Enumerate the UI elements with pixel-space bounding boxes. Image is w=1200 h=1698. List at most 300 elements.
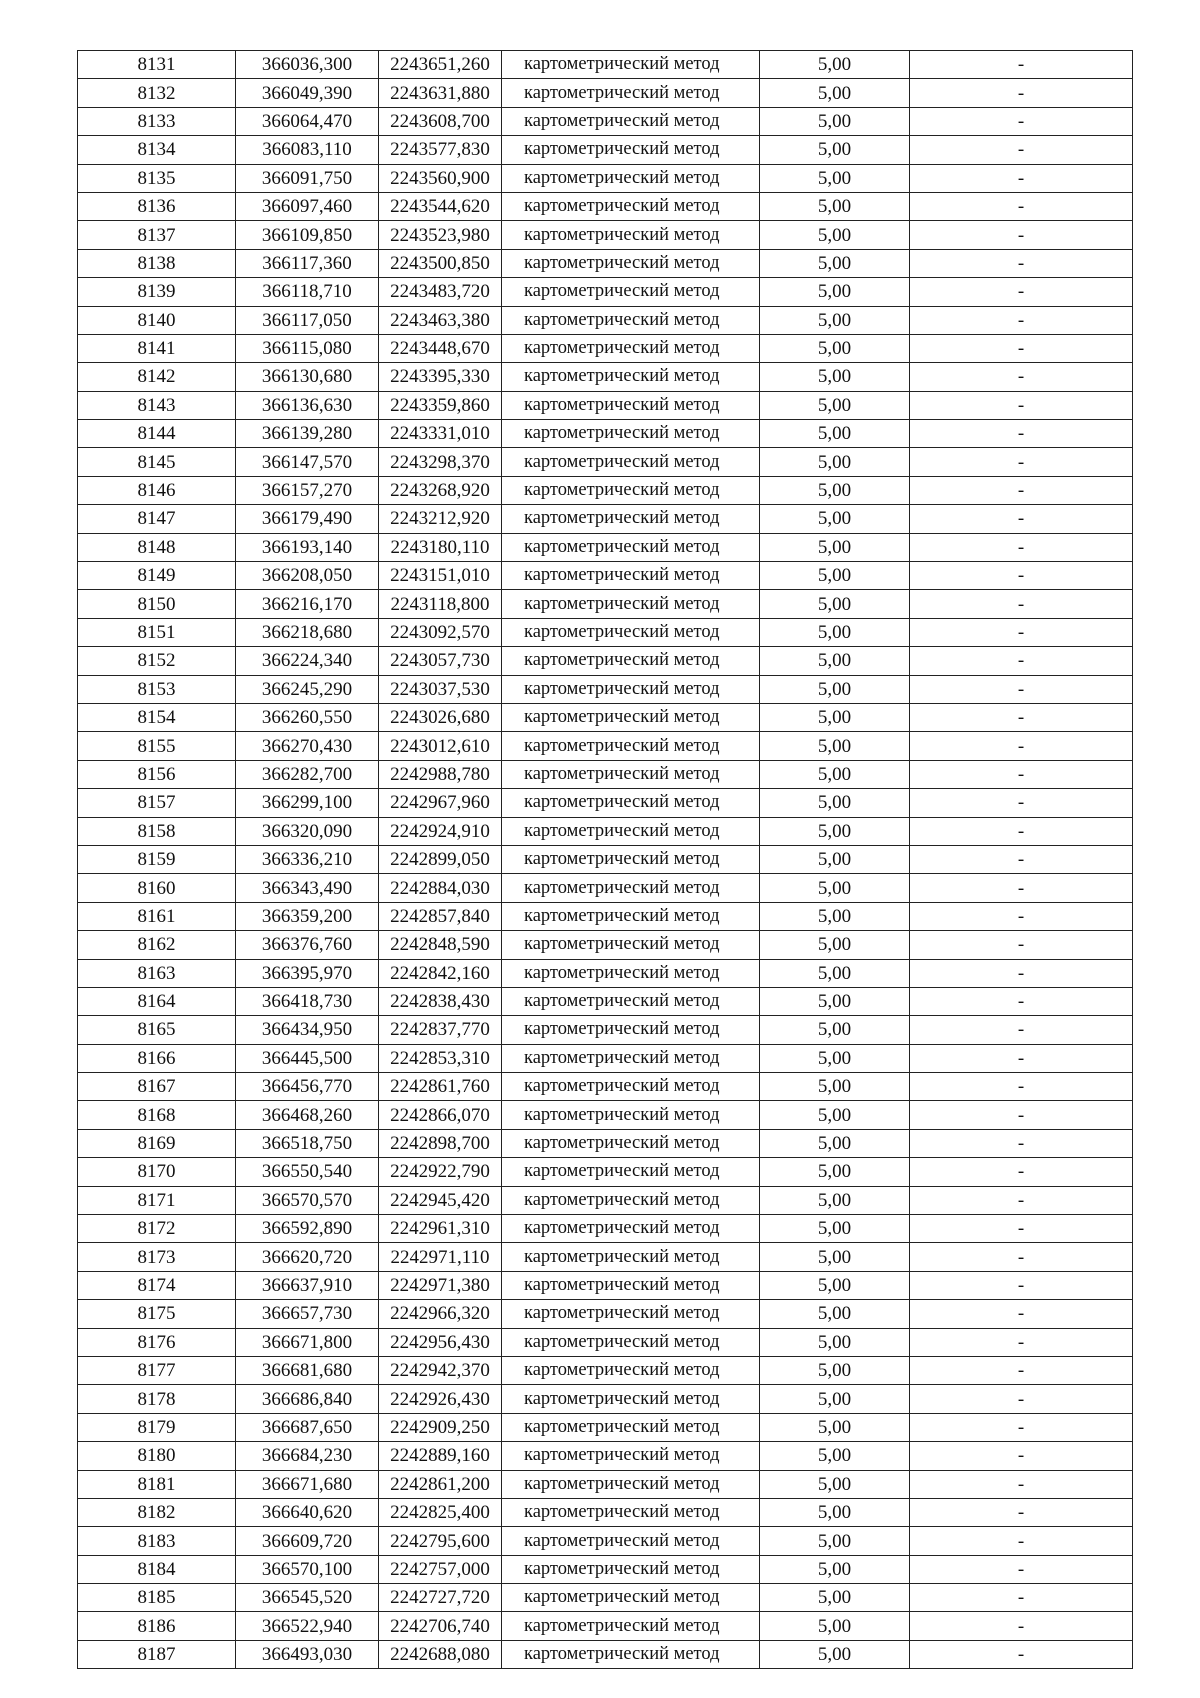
accuracy-cell: 5,00 — [760, 1385, 910, 1413]
point-number-cell: 8137 — [78, 221, 236, 249]
accuracy-cell: 5,00 — [760, 1129, 910, 1157]
method-cell: картометрический метод — [502, 1328, 760, 1356]
point-number-cell: 8136 — [78, 192, 236, 220]
point-number-cell: 8184 — [78, 1555, 236, 1583]
y-coordinate-cell: 2242857,840 — [379, 902, 502, 930]
accuracy-cell: 5,00 — [760, 703, 910, 731]
method-cell: картометрический метод — [502, 874, 760, 902]
y-coordinate-cell: 2243268,920 — [379, 476, 502, 504]
y-coordinate-cell: 2243631,880 — [379, 79, 502, 107]
x-coordinate-cell: 366637,910 — [236, 1271, 379, 1299]
x-coordinate-cell: 366620,720 — [236, 1243, 379, 1271]
note-cell: - — [910, 1498, 1133, 1526]
note-cell: - — [910, 164, 1133, 192]
method-cell: картометрический метод — [502, 448, 760, 476]
note-cell: - — [910, 249, 1133, 277]
y-coordinate-cell: 2242971,110 — [379, 1243, 502, 1271]
point-number-cell: 8178 — [78, 1385, 236, 1413]
method-cell: картометрический метод — [502, 1101, 760, 1129]
note-cell: - — [910, 1158, 1133, 1186]
note-cell: - — [910, 1016, 1133, 1044]
y-coordinate-cell: 2242688,080 — [379, 1640, 502, 1668]
y-coordinate-cell: 2242757,000 — [379, 1555, 502, 1583]
y-coordinate-cell: 2242898,700 — [379, 1129, 502, 1157]
x-coordinate-cell: 366218,680 — [236, 618, 379, 646]
x-coordinate-cell: 366376,760 — [236, 931, 379, 959]
method-cell: картометрический метод — [502, 1044, 760, 1072]
method-cell: картометрический метод — [502, 1413, 760, 1441]
point-number-cell: 8152 — [78, 647, 236, 675]
point-number-cell: 8161 — [78, 902, 236, 930]
y-coordinate-cell: 2242866,070 — [379, 1101, 502, 1129]
table-row — [78, 51, 1133, 79]
y-coordinate-cell: 2243151,010 — [379, 562, 502, 590]
table-row — [78, 505, 1133, 533]
note-cell: - — [910, 1328, 1133, 1356]
method-cell: картометрический метод — [502, 1016, 760, 1044]
y-coordinate-cell: 2242956,430 — [379, 1328, 502, 1356]
method-cell: картометрический метод — [502, 505, 760, 533]
method-cell: картометрический метод — [502, 1498, 760, 1526]
accuracy-cell: 5,00 — [760, 732, 910, 760]
y-coordinate-cell: 2243500,850 — [379, 249, 502, 277]
y-coordinate-cell: 2242922,790 — [379, 1158, 502, 1186]
point-number-cell: 8144 — [78, 420, 236, 448]
point-number-cell: 8176 — [78, 1328, 236, 1356]
point-number-cell: 8147 — [78, 505, 236, 533]
x-coordinate-cell: 366147,570 — [236, 448, 379, 476]
note-cell: - — [910, 817, 1133, 845]
x-coordinate-cell: 366245,290 — [236, 675, 379, 703]
table-row — [78, 789, 1133, 817]
x-coordinate-cell: 366570,100 — [236, 1555, 379, 1583]
point-number-cell: 8179 — [78, 1413, 236, 1441]
y-coordinate-cell: 2243331,010 — [379, 420, 502, 448]
table-row — [78, 1044, 1133, 1072]
point-number-cell: 8141 — [78, 334, 236, 362]
note-cell: - — [910, 1129, 1133, 1157]
point-number-cell: 8183 — [78, 1527, 236, 1555]
x-coordinate-cell: 366468,260 — [236, 1101, 379, 1129]
table-row — [78, 164, 1133, 192]
point-number-cell: 8146 — [78, 476, 236, 504]
coordinates-table-body — [78, 51, 1133, 1669]
y-coordinate-cell: 2243544,620 — [379, 192, 502, 220]
note-cell: - — [910, 420, 1133, 448]
table-row — [78, 136, 1133, 164]
method-cell: картометрический метод — [502, 931, 760, 959]
note-cell: - — [910, 732, 1133, 760]
method-cell: картометрический метод — [502, 1158, 760, 1186]
note-cell: - — [910, 505, 1133, 533]
accuracy-cell: 5,00 — [760, 675, 910, 703]
accuracy-cell: 5,00 — [760, 334, 910, 362]
table-row — [78, 902, 1133, 930]
accuracy-cell: 5,00 — [760, 1044, 910, 1072]
x-coordinate-cell: 366671,680 — [236, 1470, 379, 1498]
note-cell: - — [910, 107, 1133, 135]
y-coordinate-cell: 2242727,720 — [379, 1584, 502, 1612]
method-cell: картометрический метод — [502, 79, 760, 107]
point-number-cell: 8170 — [78, 1158, 236, 1186]
method-cell: картометрический метод — [502, 136, 760, 164]
table-row — [78, 1356, 1133, 1384]
table-row — [78, 363, 1133, 391]
accuracy-cell: 5,00 — [760, 590, 910, 618]
table-row — [78, 391, 1133, 419]
accuracy-cell: 5,00 — [760, 959, 910, 987]
y-coordinate-cell: 2243092,570 — [379, 618, 502, 646]
table-row — [78, 221, 1133, 249]
point-number-cell: 8154 — [78, 703, 236, 731]
point-number-cell: 8171 — [78, 1186, 236, 1214]
point-number-cell: 8172 — [78, 1215, 236, 1243]
y-coordinate-cell: 2242961,310 — [379, 1215, 502, 1243]
note-cell: - — [910, 306, 1133, 334]
table-row — [78, 845, 1133, 873]
x-coordinate-cell: 366157,270 — [236, 476, 379, 504]
accuracy-cell: 5,00 — [760, 902, 910, 930]
accuracy-cell: 5,00 — [760, 1328, 910, 1356]
note-cell: - — [910, 221, 1133, 249]
accuracy-cell: 5,00 — [760, 1158, 910, 1186]
table-row — [78, 107, 1133, 135]
x-coordinate-cell: 366224,340 — [236, 647, 379, 675]
point-number-cell: 8187 — [78, 1640, 236, 1668]
note-cell: - — [910, 902, 1133, 930]
method-cell: картометрический метод — [502, 1129, 760, 1157]
note-cell: - — [910, 647, 1133, 675]
method-cell: картометрический метод — [502, 732, 760, 760]
accuracy-cell: 5,00 — [760, 845, 910, 873]
note-cell: - — [910, 1356, 1133, 1384]
note-cell: - — [910, 1527, 1133, 1555]
table-row — [78, 1073, 1133, 1101]
method-cell: картометрический метод — [502, 334, 760, 362]
x-coordinate-cell: 366343,490 — [236, 874, 379, 902]
table-row — [78, 476, 1133, 504]
point-number-cell: 8150 — [78, 590, 236, 618]
accuracy-cell: 5,00 — [760, 1413, 910, 1441]
table-row — [78, 562, 1133, 590]
point-number-cell: 8142 — [78, 363, 236, 391]
accuracy-cell: 5,00 — [760, 1612, 910, 1640]
y-coordinate-cell: 2242825,400 — [379, 1498, 502, 1526]
point-number-cell: 8166 — [78, 1044, 236, 1072]
table-row — [78, 1640, 1133, 1668]
method-cell: картометрический метод — [502, 1527, 760, 1555]
y-coordinate-cell: 2242926,430 — [379, 1385, 502, 1413]
accuracy-cell: 5,00 — [760, 1498, 910, 1526]
x-coordinate-cell: 366687,650 — [236, 1413, 379, 1441]
method-cell: картометрический метод — [502, 107, 760, 135]
x-coordinate-cell: 366193,140 — [236, 533, 379, 561]
x-coordinate-cell: 366118,710 — [236, 278, 379, 306]
table-row — [78, 931, 1133, 959]
note-cell: - — [910, 1442, 1133, 1470]
method-cell: картометрический метод — [502, 363, 760, 391]
table-row — [78, 987, 1133, 1015]
accuracy-cell: 5,00 — [760, 1271, 910, 1299]
table-row — [78, 1328, 1133, 1356]
table-row — [78, 1442, 1133, 1470]
x-coordinate-cell: 366592,890 — [236, 1215, 379, 1243]
note-cell: - — [910, 931, 1133, 959]
point-number-cell: 8153 — [78, 675, 236, 703]
point-number-cell: 8186 — [78, 1612, 236, 1640]
method-cell: картометрический метод — [502, 590, 760, 618]
method-cell: картометрический метод — [502, 1271, 760, 1299]
note-cell: - — [910, 391, 1133, 419]
note-cell: - — [910, 334, 1133, 362]
note-cell: - — [910, 703, 1133, 731]
y-coordinate-cell: 2242837,770 — [379, 1016, 502, 1044]
note-cell: - — [910, 1470, 1133, 1498]
note-cell: - — [910, 590, 1133, 618]
x-coordinate-cell: 366570,570 — [236, 1186, 379, 1214]
point-number-cell: 8157 — [78, 789, 236, 817]
method-cell: картометрический метод — [502, 1243, 760, 1271]
point-number-cell: 8164 — [78, 987, 236, 1015]
accuracy-cell: 5,00 — [760, 1640, 910, 1668]
x-coordinate-cell: 366064,470 — [236, 107, 379, 135]
point-number-cell: 8132 — [78, 79, 236, 107]
point-number-cell: 8143 — [78, 391, 236, 419]
accuracy-cell: 5,00 — [760, 476, 910, 504]
note-cell: - — [910, 1044, 1133, 1072]
note-cell: - — [910, 1555, 1133, 1583]
table-row — [78, 703, 1133, 731]
x-coordinate-cell: 366320,090 — [236, 817, 379, 845]
y-coordinate-cell: 2243608,700 — [379, 107, 502, 135]
x-coordinate-cell: 366609,720 — [236, 1527, 379, 1555]
accuracy-cell: 5,00 — [760, 192, 910, 220]
accuracy-cell: 5,00 — [760, 136, 910, 164]
point-number-cell: 8145 — [78, 448, 236, 476]
note-cell: - — [910, 1101, 1133, 1129]
point-number-cell: 8133 — [78, 107, 236, 135]
table-row — [78, 1271, 1133, 1299]
y-coordinate-cell: 2243359,860 — [379, 391, 502, 419]
y-coordinate-cell: 2243577,830 — [379, 136, 502, 164]
point-number-cell: 8177 — [78, 1356, 236, 1384]
point-number-cell: 8135 — [78, 164, 236, 192]
accuracy-cell: 5,00 — [760, 1584, 910, 1612]
accuracy-cell: 5,00 — [760, 817, 910, 845]
table-row — [78, 817, 1133, 845]
y-coordinate-cell: 2242853,310 — [379, 1044, 502, 1072]
table-row — [78, 1186, 1133, 1214]
table-row — [78, 278, 1133, 306]
x-coordinate-cell: 366115,080 — [236, 334, 379, 362]
method-cell: картометрический метод — [502, 221, 760, 249]
accuracy-cell: 5,00 — [760, 789, 910, 817]
y-coordinate-cell: 2242899,050 — [379, 845, 502, 873]
y-coordinate-cell: 2242988,780 — [379, 760, 502, 788]
coordinates-table — [77, 50, 1133, 1669]
x-coordinate-cell: 366109,850 — [236, 221, 379, 249]
y-coordinate-cell: 2243395,330 — [379, 363, 502, 391]
method-cell: картометрический метод — [502, 1640, 760, 1668]
note-cell: - — [910, 192, 1133, 220]
y-coordinate-cell: 2242909,250 — [379, 1413, 502, 1441]
accuracy-cell: 5,00 — [760, 505, 910, 533]
table-row — [78, 647, 1133, 675]
accuracy-cell: 5,00 — [760, 1186, 910, 1214]
method-cell: картометрический метод — [502, 618, 760, 646]
accuracy-cell: 5,00 — [760, 647, 910, 675]
note-cell: - — [910, 1385, 1133, 1413]
point-number-cell: 8131 — [78, 51, 236, 79]
method-cell: картометрический метод — [502, 987, 760, 1015]
table-row — [78, 1612, 1133, 1640]
point-number-cell: 8165 — [78, 1016, 236, 1044]
accuracy-cell: 5,00 — [760, 618, 910, 646]
table-row — [78, 1470, 1133, 1498]
y-coordinate-cell: 2242838,430 — [379, 987, 502, 1015]
y-coordinate-cell: 2242924,910 — [379, 817, 502, 845]
accuracy-cell: 5,00 — [760, 874, 910, 902]
note-cell: - — [910, 363, 1133, 391]
point-number-cell: 8148 — [78, 533, 236, 561]
x-coordinate-cell: 366216,170 — [236, 590, 379, 618]
y-coordinate-cell: 2242967,960 — [379, 789, 502, 817]
method-cell: картометрический метод — [502, 51, 760, 79]
y-coordinate-cell: 2242848,590 — [379, 931, 502, 959]
accuracy-cell: 5,00 — [760, 221, 910, 249]
y-coordinate-cell: 2242842,160 — [379, 959, 502, 987]
note-cell: - — [910, 789, 1133, 817]
x-coordinate-cell: 366686,840 — [236, 1385, 379, 1413]
accuracy-cell: 5,00 — [760, 1215, 910, 1243]
table-row — [78, 1413, 1133, 1441]
x-coordinate-cell: 366456,770 — [236, 1073, 379, 1101]
point-number-cell: 8168 — [78, 1101, 236, 1129]
accuracy-cell: 5,00 — [760, 363, 910, 391]
method-cell: картометрический метод — [502, 817, 760, 845]
note-cell: - — [910, 562, 1133, 590]
table-row — [78, 533, 1133, 561]
method-cell: картометрический метод — [502, 249, 760, 277]
accuracy-cell: 5,00 — [760, 1101, 910, 1129]
y-coordinate-cell: 2243448,670 — [379, 334, 502, 362]
x-coordinate-cell: 366208,050 — [236, 562, 379, 590]
y-coordinate-cell: 2243212,920 — [379, 505, 502, 533]
point-number-cell: 8139 — [78, 278, 236, 306]
x-coordinate-cell: 366179,490 — [236, 505, 379, 533]
accuracy-cell: 5,00 — [760, 1356, 910, 1384]
accuracy-cell: 5,00 — [760, 1016, 910, 1044]
table-row — [78, 760, 1133, 788]
point-number-cell: 8151 — [78, 618, 236, 646]
method-cell: картометрический метод — [502, 391, 760, 419]
note-cell: - — [910, 533, 1133, 561]
table-row — [78, 448, 1133, 476]
table-row — [78, 1555, 1133, 1583]
table-row — [78, 874, 1133, 902]
point-number-cell: 8160 — [78, 874, 236, 902]
note-cell: - — [910, 874, 1133, 902]
accuracy-cell: 5,00 — [760, 278, 910, 306]
point-number-cell: 8175 — [78, 1300, 236, 1328]
method-cell: картометрический метод — [502, 760, 760, 788]
method-cell: картометрический метод — [502, 192, 760, 220]
table-row — [78, 249, 1133, 277]
y-coordinate-cell: 2243560,900 — [379, 164, 502, 192]
table-row — [78, 1300, 1133, 1328]
x-coordinate-cell: 366139,280 — [236, 420, 379, 448]
y-coordinate-cell: 2242795,600 — [379, 1527, 502, 1555]
table-row — [78, 732, 1133, 760]
method-cell: картометрический метод — [502, 562, 760, 590]
table-row — [78, 306, 1133, 334]
x-coordinate-cell: 366657,730 — [236, 1300, 379, 1328]
accuracy-cell: 5,00 — [760, 1243, 910, 1271]
table-row — [78, 675, 1133, 703]
note-cell: - — [910, 1186, 1133, 1214]
y-coordinate-cell: 2243180,110 — [379, 533, 502, 561]
x-coordinate-cell: 366681,680 — [236, 1356, 379, 1384]
point-number-cell: 8158 — [78, 817, 236, 845]
table-row — [78, 420, 1133, 448]
note-cell: - — [910, 1584, 1133, 1612]
table-row — [78, 334, 1133, 362]
table-row — [78, 1243, 1133, 1271]
note-cell: - — [910, 1300, 1133, 1328]
note-cell: - — [910, 618, 1133, 646]
point-number-cell: 8134 — [78, 136, 236, 164]
table-row — [78, 1016, 1133, 1044]
y-coordinate-cell: 2242942,370 — [379, 1356, 502, 1384]
table-row — [78, 590, 1133, 618]
table-row — [78, 1385, 1133, 1413]
accuracy-cell: 5,00 — [760, 306, 910, 334]
accuracy-cell: 5,00 — [760, 51, 910, 79]
table-row — [78, 79, 1133, 107]
method-cell: картометрический метод — [502, 902, 760, 930]
note-cell: - — [910, 675, 1133, 703]
x-coordinate-cell: 366640,620 — [236, 1498, 379, 1526]
accuracy-cell: 5,00 — [760, 249, 910, 277]
method-cell: картометрический метод — [502, 1584, 760, 1612]
accuracy-cell: 5,00 — [760, 1470, 910, 1498]
accuracy-cell: 5,00 — [760, 1442, 910, 1470]
note-cell: - — [910, 278, 1133, 306]
note-cell: - — [910, 845, 1133, 873]
x-coordinate-cell: 366493,030 — [236, 1640, 379, 1668]
point-number-cell: 8162 — [78, 931, 236, 959]
x-coordinate-cell: 366418,730 — [236, 987, 379, 1015]
accuracy-cell: 5,00 — [760, 391, 910, 419]
x-coordinate-cell: 366270,430 — [236, 732, 379, 760]
table-row — [78, 192, 1133, 220]
method-cell: картометрический метод — [502, 164, 760, 192]
method-cell: картометрический метод — [502, 1555, 760, 1583]
x-coordinate-cell: 366136,630 — [236, 391, 379, 419]
point-number-cell: 8185 — [78, 1584, 236, 1612]
x-coordinate-cell: 366550,540 — [236, 1158, 379, 1186]
x-coordinate-cell: 366260,550 — [236, 703, 379, 731]
point-number-cell: 8180 — [78, 1442, 236, 1470]
point-number-cell: 8167 — [78, 1073, 236, 1101]
note-cell: - — [910, 1612, 1133, 1640]
x-coordinate-cell: 366083,110 — [236, 136, 379, 164]
y-coordinate-cell: 2243057,730 — [379, 647, 502, 675]
accuracy-cell: 5,00 — [760, 1300, 910, 1328]
table-row — [78, 1215, 1133, 1243]
point-number-cell: 8149 — [78, 562, 236, 590]
table-row — [78, 959, 1133, 987]
